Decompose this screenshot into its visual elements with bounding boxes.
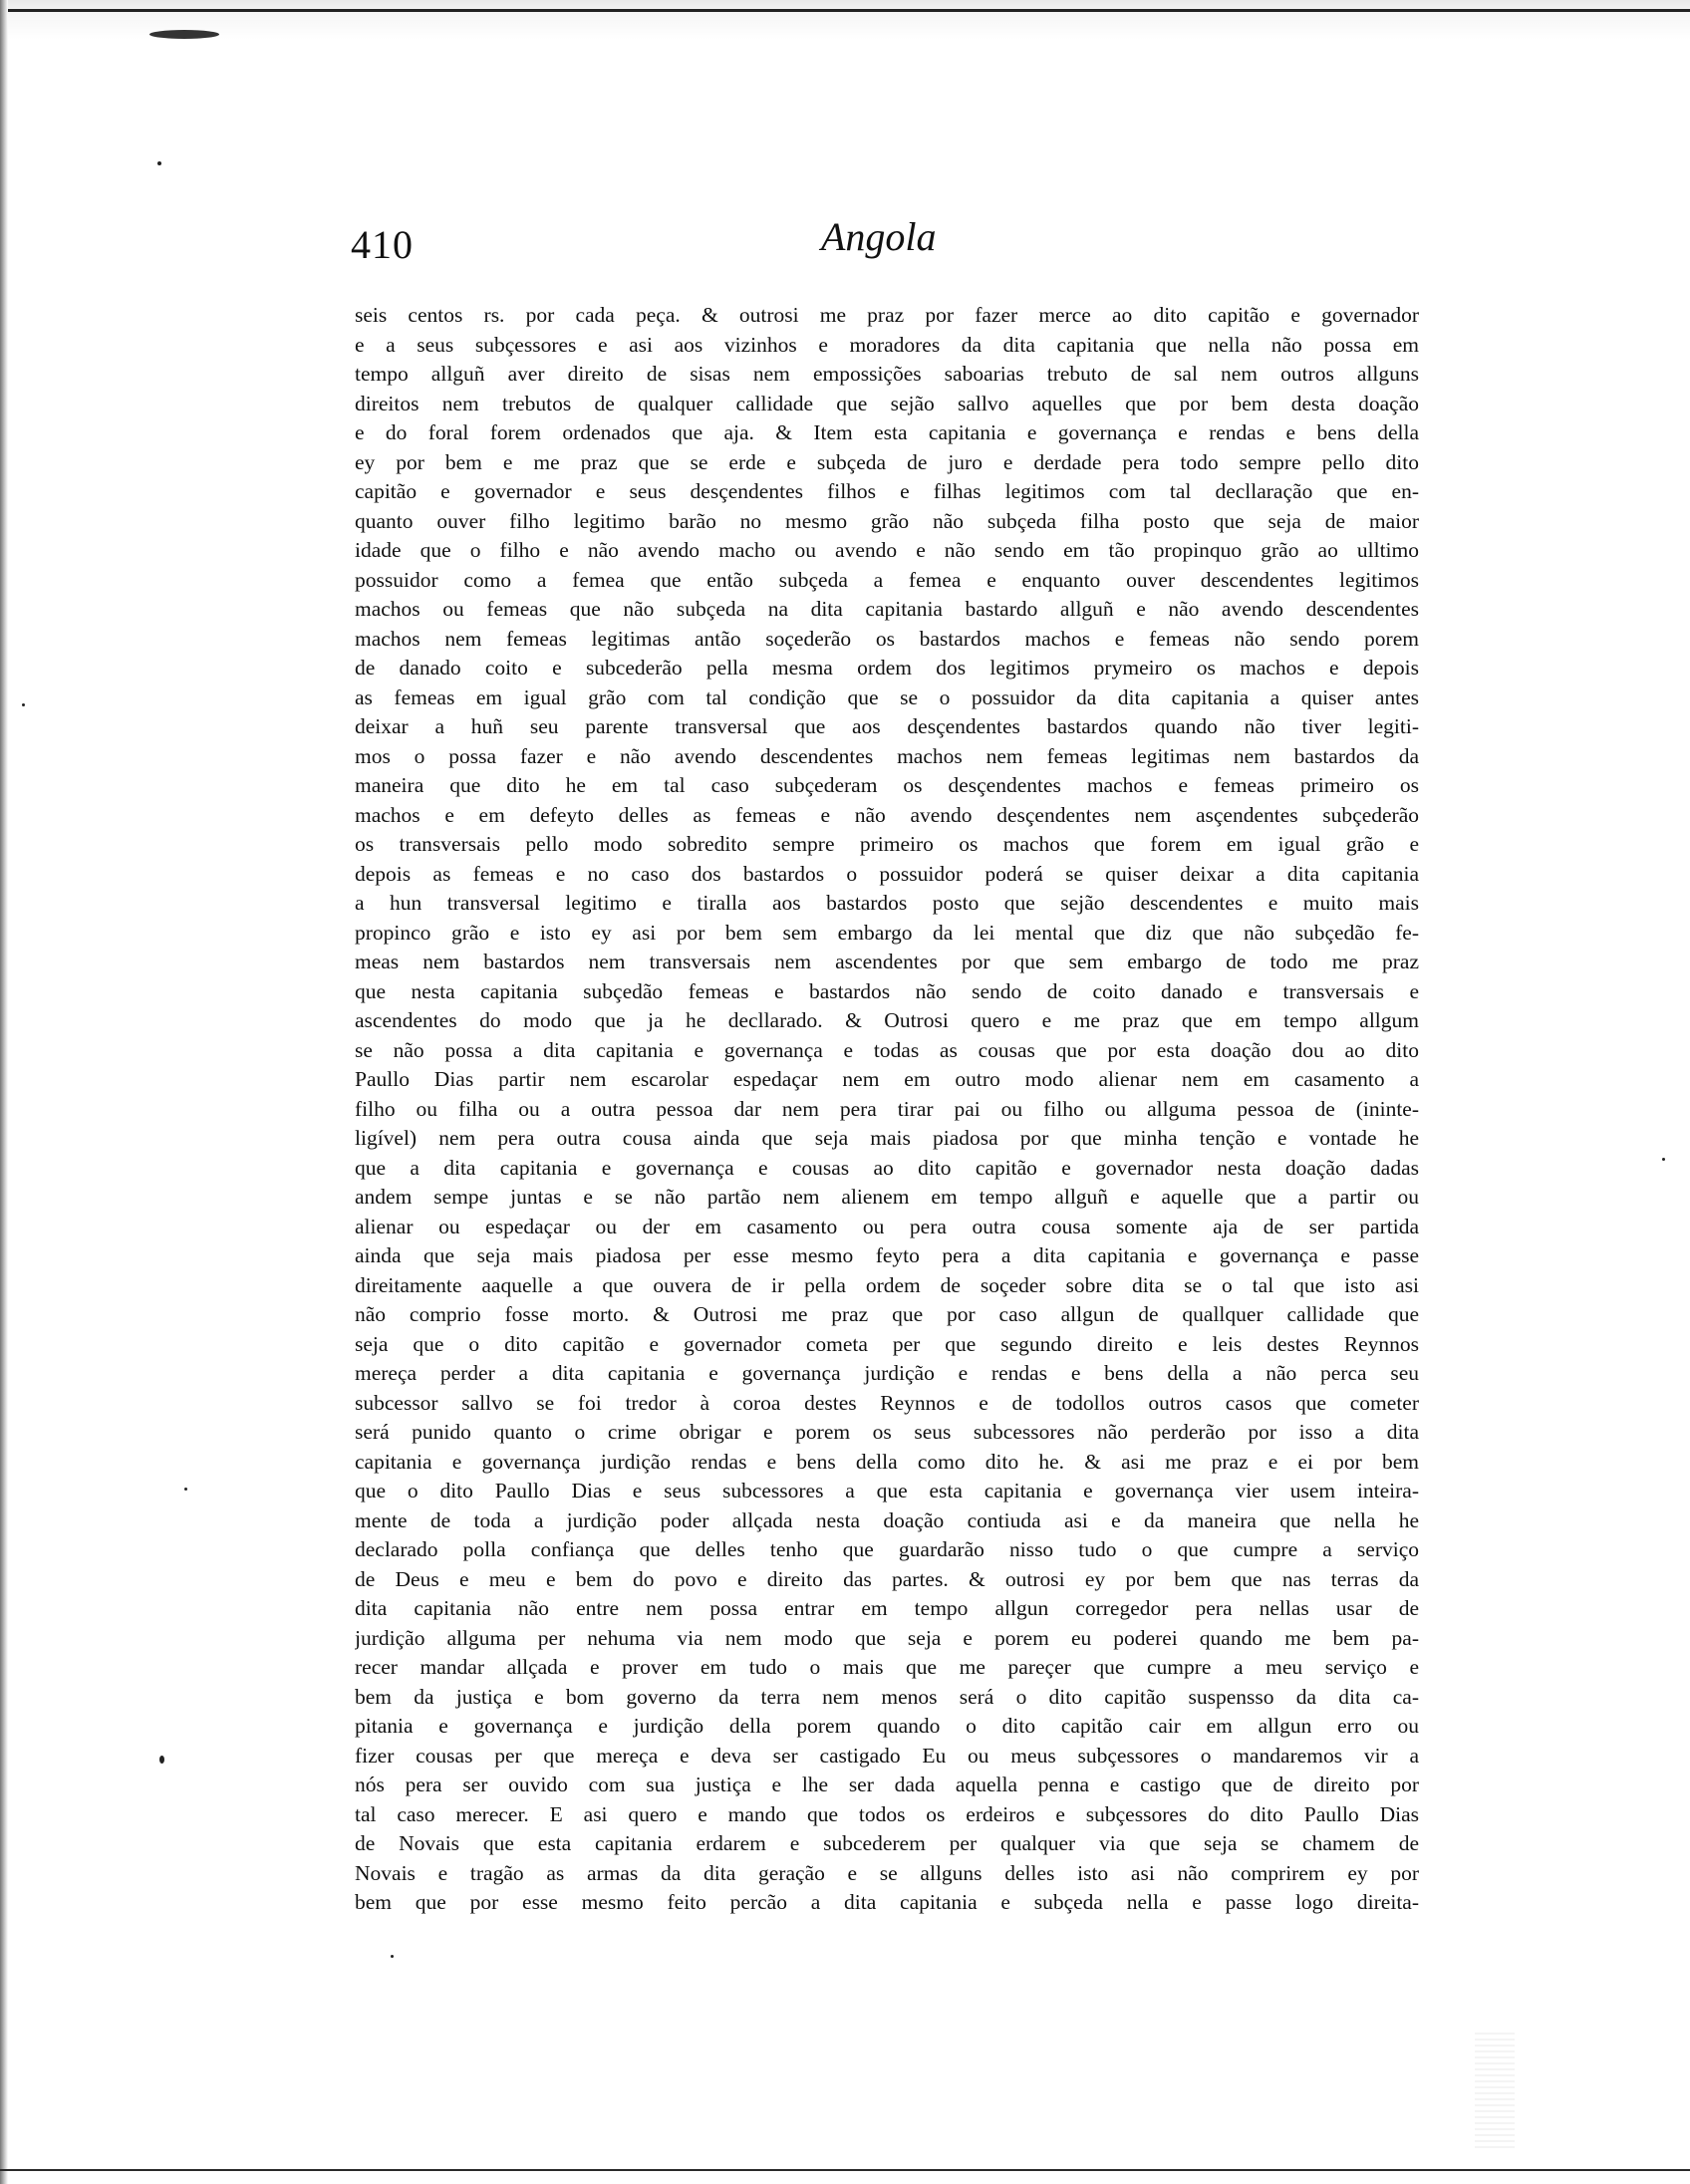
text-line: idade que o filho e não avendo macho ou avendo e não sendo em tão propinquo grão ao ulltimo <box>355 538 1419 562</box>
text-line: seja que o dito capitão e governador cometa per que segundo direito e leis destes Reynnos <box>355 1331 1419 1356</box>
text-line: que a dita capitania e governança e cousas ao dito capitão e governador nesta doação dadas <box>355 1155 1419 1180</box>
text-line: de Deus e meu e bem do povo e direito das partes. & outrosi ey por bem que nas terras da <box>355 1566 1419 1591</box>
text-line: filho ou filha ou a outra pessoa dar nem pera tirar pai ou filho ou allguma pessoa de (ininte- <box>355 1096 1419 1121</box>
text-line: machos ou femeas que não subçeda na dita capitania bastardo allguñ e não avendo descendentes <box>355 597 1419 621</box>
bottom-scan-border <box>0 2169 1690 2171</box>
text-line: meas nem bastardos nem transversais nem ascendentes por que sem embargo de todo me praz <box>355 950 1419 973</box>
text-line: de danado coito e subcederão pella mesma ordem dos legitimos prymeiro os machos e depois <box>355 656 1419 680</box>
text-line: que nesta capitania subçedão femeas e bastardos não sendo de coito danado e transversais e <box>355 978 1419 1003</box>
text-line: recer mandar allçada e prover em tudo o mais que me pareçer que cumpre a meu serviço e <box>355 1655 1419 1679</box>
text-line: machos nem femeas legitimas antão soçederão os bastardos machos e femeas não sendo porem <box>355 626 1419 651</box>
ink-speck <box>184 1488 187 1491</box>
text-line: os transversais pello modo sobredito sempre primeiro os machos que forem em igual grão e <box>355 832 1419 856</box>
text-line: Paullo Dias partir nem escarolar espedaçar nem em outro modo alienar nem em casamento a <box>355 1067 1419 1091</box>
scan-noise <box>1475 2033 1515 2152</box>
text-line: subcessor sallvo se foi tredor à coroa destes Reynnos e de todollos outros casos que cometer <box>355 1390 1419 1415</box>
text-line: mente de toda a jurdição poder allçada nesta doação contiuda asi e da maneira que nella he <box>355 1507 1419 1532</box>
text-line: alienar ou espedaçar ou der em casamento ou pera outra cousa somente aja de ser partida <box>355 1214 1419 1238</box>
text-line: nós pera ser ouvido com sua justiça e lhe ser dada aquella penna e castigo que de direito por <box>355 1773 1419 1796</box>
text-line: ey por bem e me praz que se erde e subçeda de juro e derdade pera todo sempre pello dito <box>355 449 1419 474</box>
text-line: tempo allguñ aver direito de sisas nem empossições saboarias trebuto de sal nem outros allguns <box>355 362 1419 386</box>
ink-speck <box>391 1955 394 1958</box>
text-line: dita capitania não entre nem possa entrar em tempo allgun corregedor pera nellas usar de <box>355 1596 1419 1620</box>
ink-smudge <box>149 30 219 39</box>
text-line: seis centos rs. por cada peça. & outrosi me praz por fazer merce ao dito capitão e governador <box>355 303 1419 327</box>
text-line: direitos nem trebutos de qualquer callidade que sejão sallvo aquelles que por bem desta doação <box>355 391 1419 415</box>
text-line: quanto ouver filho legitimo barão no mesmo grão não subçeda filha posto que seja de maior <box>355 508 1419 533</box>
text-line: jurdição allguma per nehuma via nem modo que seja e porem eu poderei quando me bem pa- <box>355 1625 1419 1650</box>
text-line: mereça perder a dita capitania e governança jurdição e rendas e bens della a não perca seu <box>355 1361 1419 1385</box>
text-line: depois as femeas e no caso dos bastardos o possuidor poderá se quiser deixar a dita capitania <box>355 861 1419 886</box>
page-number: 410 <box>351 222 414 267</box>
text-line: bem que por esse mesmo feito percão a dita capitania e subçeda nella e passe logo direita- <box>355 1890 1419 1914</box>
ink-speck <box>1662 1158 1665 1161</box>
text-line: maneira que dito he em tal caso subçederam os desçendentes machos e femeas primeiro os <box>355 773 1419 797</box>
text-line: e do foral forem ordenados que aja. & Item esta capitania e governança e rendas e bens della <box>355 420 1419 444</box>
body-text <box>355 301 1419 1918</box>
ink-speck <box>159 1756 164 1764</box>
text-line: de Novais que esta capitania erdarem e subcederem per qualquer via que seja se chamem de <box>355 1831 1419 1855</box>
ink-speck <box>22 703 25 706</box>
text-line: capitão e governador e seus desçendentes filhos e filhas legitimos com tal decllaração que en- <box>355 479 1419 503</box>
text-line: capitania e governança jurdição rendas e bens della como dito he. & asi me praz e ei por bem <box>355 1449 1419 1474</box>
text-line: propinco grão e isto ey asi por bem sem embargo da lei mental que diz que não subçedão fe- <box>355 920 1419 945</box>
text-line: fizer cousas per que mereça e deva ser castigado Eu ou meus subçessores o mandaremos vir a <box>355 1743 1419 1768</box>
text-line: e a seus subçessores e asi aos vizinhos e moradores da dita capitania que nella não possa em <box>355 332 1419 357</box>
ink-speck <box>157 161 161 165</box>
text-line: tal caso merecer. E asi quero e mando que todos os erdeiros e subçessores do dito Paullo Dias <box>355 1801 1419 1826</box>
left-scan-edge <box>0 0 8 2184</box>
text-line: andem sempe juntas e se não partão nem alienem em tempo allguñ e aquelle que a partir ou <box>355 1185 1419 1209</box>
text-line: possuidor como a femea que então subçeda a femea e enquanto ouver descendentes legitimos <box>355 567 1419 592</box>
scan-top-shadow <box>0 0 1690 40</box>
text-line: declarado polla confiança que delles tenho que guardarão nisso tudo o que cumpre a serviço <box>355 1537 1419 1561</box>
text-line: não comprio fosse morto. & Outrosi me praz que por caso allgun de quallquer callidade que <box>355 1302 1419 1326</box>
text-line: será punido quanto o crime obrigar e porem os seus subcessores não perderão por isso a dita <box>355 1420 1419 1444</box>
text-line: ainda que seja mais piadosa per esse mesmo feyto pera a dita capitania e governança e passe <box>355 1243 1419 1267</box>
running-head: Angola <box>821 214 937 259</box>
text-line: ascendentes do modo que ja he decllarado. & Outrosi quero e me praz que em tempo allgum <box>355 1008 1419 1032</box>
text-line: mos o possa fazer e não avendo descendentes machos nem femeas legitimas nem bastardos da <box>355 743 1419 768</box>
text-line: direitamente aaquelle a que ouvera de ir pella ordem de soçeder sobre dita se o tal que isto asi <box>355 1272 1419 1297</box>
text-line: bem da justiça e bom governo da terra nem menos será o dito capitão suspensso da dita ca- <box>355 1684 1419 1709</box>
text-line: se não possa a dita capitania e governança e todas as cousas que por esta doação dou ao dito <box>355 1037 1419 1062</box>
text-line: pitania e governança e jurdição della porem quando o dito capitão cair em allgun erro ou <box>355 1714 1419 1738</box>
text-line: as femeas em igual grão com tal condição que se o possuidor da dita capitania a quiser antes <box>355 684 1419 709</box>
text-line: ligível) nem pera outra cousa ainda que seja mais piadosa por que minha tenção e vontade he <box>355 1126 1419 1150</box>
top-scan-border <box>0 9 1690 12</box>
text-line: Novais e tragão as armas da dita geração e se allguns delles isto asi não comprirem ey por <box>355 1860 1419 1885</box>
text-line: deixar a huñ seu parente transversal que aos desçendentes bastardos quando não tiver legiti- <box>355 714 1419 738</box>
text-line: a hun transversal legitimo e tiralla aos bastardos posto que sejão descendentes e muito mais <box>355 891 1419 915</box>
text-line: que o dito Paullo Dias e seus subcessores a que esta capitania e governança vier usem inteira- <box>355 1479 1419 1502</box>
text-line: machos e em defeyto delles as femeas e não avendo desçendentes nem asçendentes subçederão <box>355 802 1419 827</box>
